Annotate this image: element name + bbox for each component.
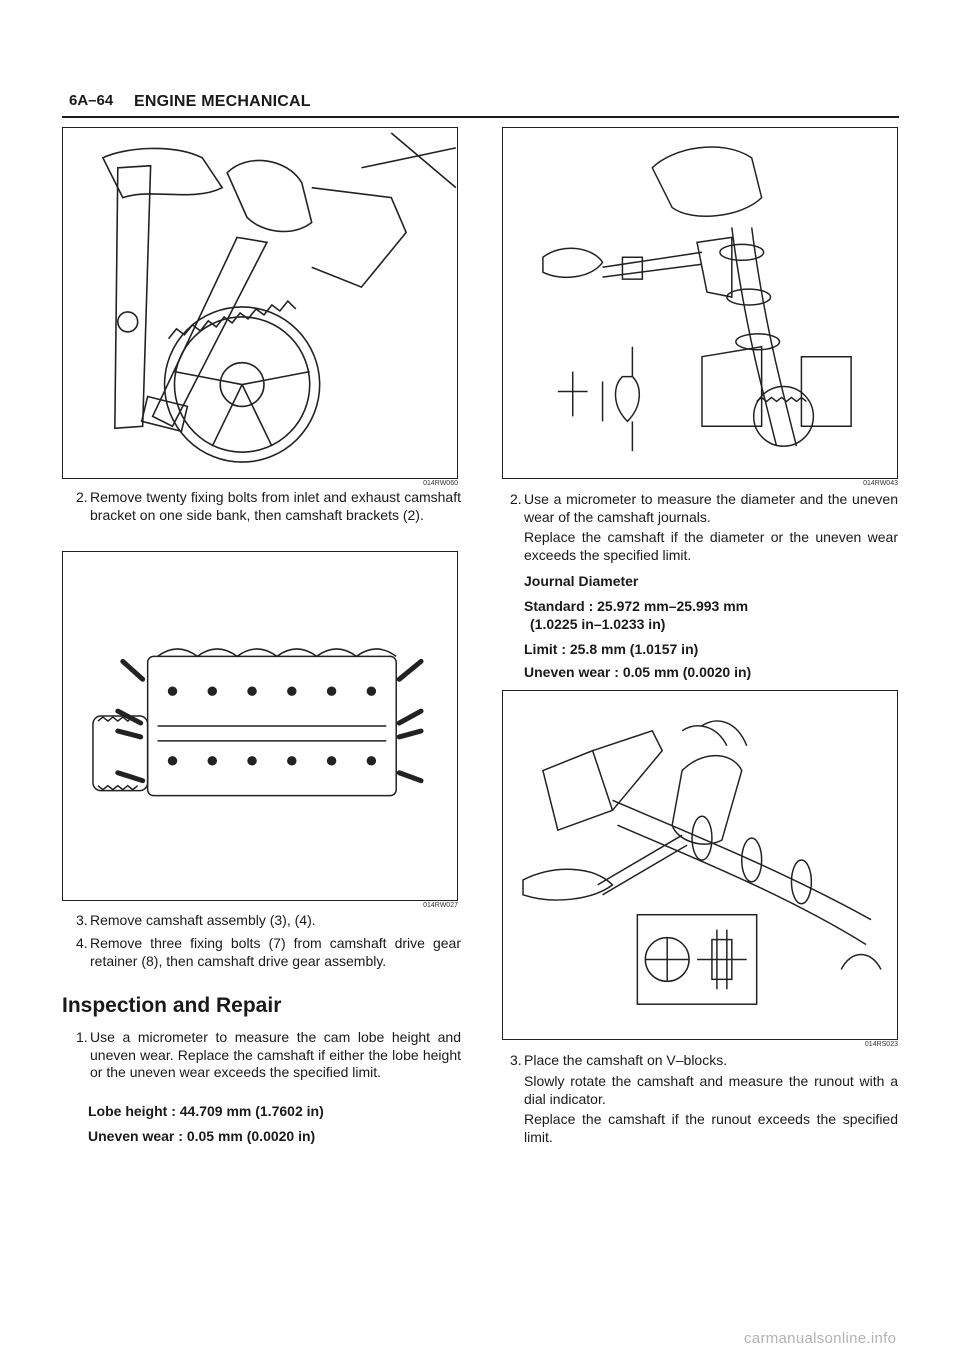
step-number: 2. <box>76 489 88 505</box>
step-item <box>76 489 461 524</box>
step-number: 3. <box>76 912 88 928</box>
spec-lobe-height: Lobe height : 44.709 mm (1.7602 in) <box>88 1103 324 1119</box>
spec-uneven-wear: Uneven wear : 0.05 mm (0.0020 in) <box>88 1128 316 1144</box>
paragraph: Replace the camshaft if the runout exceeds the specified limit. <box>524 1111 898 1145</box>
spec-title: Journal Diameter <box>524 573 639 589</box>
header-rule <box>62 116 899 118</box>
step-number: 3. <box>510 1052 522 1068</box>
step-item <box>510 1052 898 1070</box>
step-text: Use a micrometer to measure the cam lobe height and uneven wear. Replace the camshaft if either the lobe height or the uneven wear exceeds the specified limit. <box>90 1029 461 1080</box>
step-item <box>76 1029 461 1082</box>
step-number: 4. <box>76 935 88 951</box>
figure-camshaft-runout <box>502 690 898 1040</box>
spec-uneven-wear: Uneven wear : 0.05 mm (0.0020 in) <box>524 664 752 680</box>
figure-code: 014RW043 <box>863 480 898 487</box>
watermark-text: carmanualsonline.info <box>744 1330 897 1347</box>
figure-code: 014RW027 <box>423 902 458 909</box>
step-item <box>76 935 461 970</box>
figure-cylinder-head <box>62 551 458 901</box>
spec-standard: Standard : 25.972 mm–25.993 mm <box>524 598 749 614</box>
paragraph: Slowly rotate the camshaft and measure the runout with a dial indicator. <box>524 1073 898 1107</box>
page-number: 6A–64 <box>69 92 114 109</box>
step-text: Remove camshaft assembly (3), (4). <box>90 912 316 928</box>
spec-limit: Limit : 25.8 mm (1.0157 in) <box>524 641 699 657</box>
figure-micrometer-journal <box>502 127 898 479</box>
step-text: Place the camshaft on V–blocks. <box>524 1052 728 1068</box>
step-item <box>510 491 898 526</box>
step-item <box>76 912 461 930</box>
section-heading: Inspection and Repair <box>62 994 282 1017</box>
figure-code: 014RS023 <box>864 1041 898 1048</box>
step-text: Use a micrometer to measure the diameter and the uneven wear of the camshaft journals. <box>524 491 898 525</box>
step-number: 2. <box>510 491 522 507</box>
figure-code: 014RW060 <box>423 480 458 487</box>
step-text: Remove three fixing bolts (7) from camshaft drive gear retainer (8), then camshaft drive gear assembly. <box>90 935 461 969</box>
paragraph: Replace the camshaft if the diameter or the uneven wear exceeds the specified limit. <box>524 529 898 563</box>
step-text: Remove twenty fixing bolts from inlet and exhaust camshaft bracket on one side bank, then camshaft brackets (2). <box>90 489 461 523</box>
section-title: ENGINE MECHANICAL <box>134 93 311 110</box>
figure-wrench-camshaft-gear <box>62 127 458 479</box>
spec-standard-inches: (1.0225 in–1.0233 in) <box>530 616 666 632</box>
step-number: 1. <box>76 1029 88 1045</box>
